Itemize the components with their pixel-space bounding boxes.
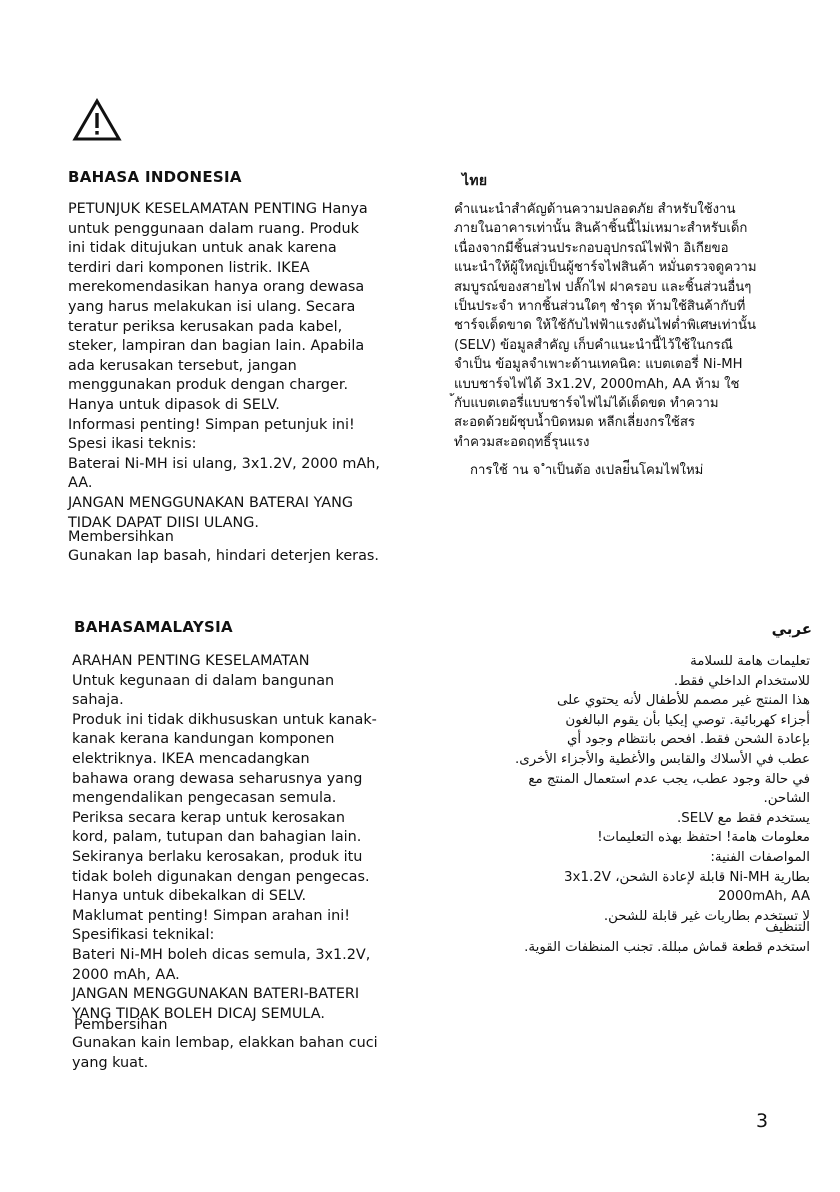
- malay-heading: BAHASAMALAYSIA: [74, 618, 233, 636]
- thai-note: การใช้ าน จ ำเป็นต้อ งเปลย่ีนโคมไฟใหม่: [470, 463, 704, 478]
- arabic-cleaning-title: التنظيف: [765, 920, 810, 935]
- malay-cleaning-text: Gunakan kain lembap, elakkan bahan cuci yang kuat.: [72, 1035, 378, 1071]
- malay-cleaning-title: Pembersihan: [74, 1017, 168, 1033]
- arabic-heading: عربي: [771, 620, 812, 638]
- indonesian-heading: BAHASA INDONESIA: [68, 168, 242, 186]
- indonesian-body: PETUNJUK KESELAMATAN PENTING Hanya untuk penggunaan dalam ruang. Produk ini tidak ditujukan untuk anak karena terdiri dari komponen listrik. IKEA merekomendasikan hanya orang dewasa yang harus melakukan isi ulang. Secara teratur periksa kerusakan pada kabel, steker, lampiran dan bagian lain. Apabila ada kerusakan tersebut, jangan menggunakan produk dengan charger. Hanya untuk dipasok di SELV. Informasi penting! Simpan petunjuk ini! Spesi ikasi teknis: Baterai Ni-MH isi ulang, 3x1.2V, 2000 mAh, AA. JANGAN MENGGUNAKAN BATERAI YANG TIDAK DAPAT DIISI ULANG.: [68, 201, 380, 531]
- thai-body: คำแนะนำสำคัญด้านความปลอดภัย สำหรับใช้งาน ภายในอาคารเท่านั้น สินค้าชิ้นนี้ไม่เหมาะสำหรับเด็ก เนื่องจากมีชิ้นส่วนประกอบอุปกรณ์ไฟฟ้า อิเกียขอ แนะนำให้ผู้ใหญ่เป็นผู้ชาร์จไฟสินค้า หมั่นตรวจดูความ สมบูรณ์ของสายไฟ ปลั๊กไฟ ฝาครอบ และชิ้นส่วนอื่นๆ เป็นประจำ หากชิ้นส่วนใดๆ ชำรุด ห้ามใช้สินค้ากับที่ ชาร์จเด็ดขาด ให้ใช้กับไฟฟ้าแรงดันไฟต่ำพิเศษเท่านั้น (SELV) ข้อมูลสำคัญ เก็บคำแนะนำนี้ไว้ใช้ในกรณี จำเป็น ข้อมูลจำเพาะด้านเทคนิค: แบตเตอรี่ Ni-MH แบบชาร์จไฟได้ 3x1.2V, 2000mAh, AA ห้าม ใช ้กับแบตเตอรี่แบบชาร์จไฟไม่ได้เด็ดขด ทำความ สะอดด้วยผ้ชุบน้ำบิดหมด หลีกเลี่ยงกรใช้สร ทำควมสะอดฤทธิ์รุนแรง: [454, 202, 757, 450]
- arabic-body: تعليمات هامة للسلامة للاستخدام الداخلي فقط. هذا المنتج غير مصمم للأطفال لأنه يحتوي على أجزاء كهربائية. توصي إيكيا بأن يقوم البالغون بإعادة الشحن فقط. افحص بانتظام وجود أي عطب في الأسلاك والقابس والأغطية والأجزاء الأخرى. في حالة وجود عطب، يجب عدم استعمال المنتج مع الشاحن. يستخدم فقط مع SELV. معلومات هامة! احتفظ بهذه التعليمات! المواصفات الفنية: بطارية Ni-MH قابلة لإعادة الشحن، 3x1.2V 2000mAh, AA لا تستخدم بطاريات غير قابلة للشحن.: [514, 654, 810, 924]
- page-number: 3: [756, 1110, 769, 1132]
- malay-body: ARAHAN PENTING KESELAMATAN Untuk kegunaan di dalam bangunan sahaja. Produk ini tidak dikhususkan untuk kanak- kanak kerana kandungan komponen elektriknya. IKEA mencadangkan bahawa orang dewasa seharusnya yang mengendalikan pengecasan semula. Periksa secara kerap untuk kerosakan kord, palam, tutupan dan bahagian lain. Sekiranya berlaku kerosakan, produk itu tidak boleh digunakan dengan pengecas. Hanya untuk dibekalkan di SELV. Maklumat penting! Simpan arahan ini! Spesifikasi teknikal: Bateri Ni-MH boleh dicas semula, 3x1.2V, 2000 mAh, AA. JANGAN MENGGUNAKAN BATERI-BATERI YANG TIDAK BOLEH DICAJ SEMULA.: [72, 653, 377, 1022]
- thai-heading: ไทย: [462, 173, 488, 189]
- indonesian-cleaning-title: Membersihkan: [68, 529, 174, 545]
- warning-triangle-icon: [72, 98, 122, 142]
- indonesian-cleaning-text: Gunakan lap basah, hindari deterjen keras.: [68, 548, 379, 564]
- arabic-cleaning-text: استخدم قطعة قماش مبللة. تجنب المنظفات القوية.: [524, 940, 810, 955]
